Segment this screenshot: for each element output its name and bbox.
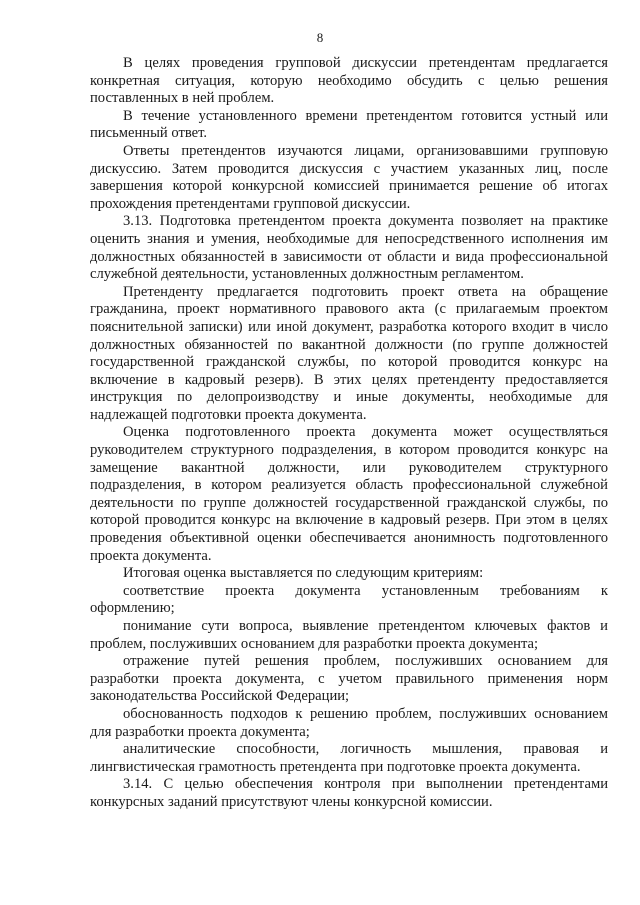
paragraph-section-3-13: 3.13. Подготовка претендентом проекта документа позволяет на практике оценить знания и умения, необходимые для непосредственного исполнения им должностных обязанностей в зависимости от области и вида профессиональной служебной деятельности, установленных должностным регламентом.	[90, 213, 608, 283]
paragraph-criteria-intro: Итоговая оценка выставляется по следующим критериям:	[123, 565, 484, 582]
paragraph-evaluation: Оценка подготовленного проекта документа может осуществляться руководителем структурного подразделения, в котором проводится конкурс на замещение вакантной должности, или руководителем структурного подразделения, в котором реализуется область профессиональной служебной деятельности по группе должностей государственной гражданской службы, по которой проводится конкурс на включение в кадровый резерв. При этом в целях проведения объективной оценки обеспечивается анонимность подготовленного проекта документа.	[90, 424, 608, 564]
document-body	[90, 55, 608, 812]
paragraph-document-task: Претенденту предлагается подготовить проект ответа на обращение гражданина, проект нормативного правового акта (с прилагаемым проектом пояснительной записки) или иной документ, разработка которого входит в число должностных обязанностей по вакантной должности (по группе должностей государственной гражданской службы, по которой проводится конкурс на включение в кадровый резерв). В этих целях претенденту предоставляется инструкция по делопроизводству и иные документы, необходимые для надлежащей подготовки проекта документа.	[90, 283, 608, 423]
criterion-formatting: соответствие проекта документа установленным требованиям к оформлению;	[90, 582, 608, 617]
criterion-abilities: аналитические способности, логичность мышления, правовая и лингвистическая грамотность претендента при подготовке проекта документа.	[90, 741, 608, 775]
criterion-understanding: понимание сути вопроса, выявление претендентом ключевых фактов и проблем, послуживших основанием для разработки проекта документа;	[90, 618, 608, 652]
page-number: 8	[316, 30, 324, 45]
paragraph-answers-review: Ответы претендентов изучаются лицами, организовавшими групповую дискуссию. Затем проводится дискуссия с участием указанных лиц, после завершения которой конкурсной комиссией принимается решение об итогах прохождения претендентами групповой дискуссии.	[90, 142, 608, 212]
paragraph-section-3-14: 3.14. С целью обеспечения контроля при выполнении претендентами конкурсных заданий присутствуют члены конкурсной комиссии.	[90, 776, 608, 810]
criterion-justification: обоснованность подходов к решению проблем, послуживших основанием для разработки проекта документа;	[90, 705, 608, 740]
paragraph-answer-preparation: В течение установленного времени претендентом готовится устный или письменный ответ.	[90, 107, 608, 142]
paragraph-discussion-situation: В целях проведения групповой дискуссии претендентам предлагается конкретная ситуация, которую необходимо обсудить с целью решения поставленных в ней проблем.	[90, 55, 608, 107]
criterion-solutions: отражение путей решения проблем, послуживших основанием для разработки проекта документа, с учетом правильного применения норм законодательства Российской Федерации;	[90, 653, 608, 705]
